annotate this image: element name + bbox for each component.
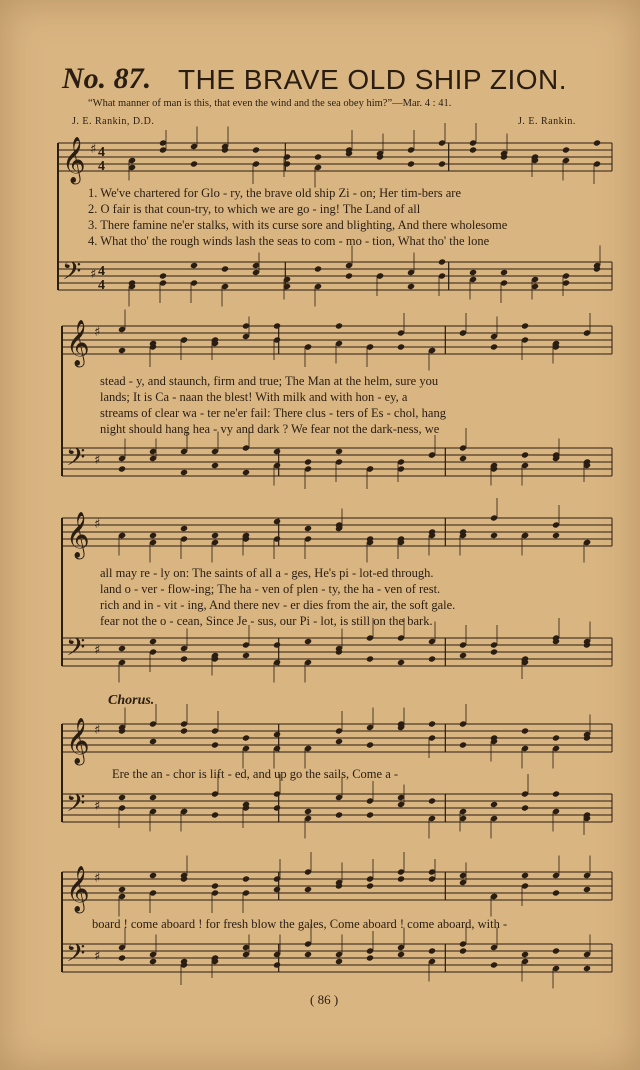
lyric-line: fear not the o - cean, Since Je - sus, our Pi - lot, is still on the bark. [100,614,433,628]
note-head [304,808,312,815]
lyric-line: night should hang hea - vy and dark ? We fear not the dark-ness, we [100,422,440,436]
note-head [335,811,343,818]
note-head [242,734,250,741]
note-head [459,741,467,748]
note-head [593,139,601,146]
note-head [159,272,167,279]
note-head [366,882,374,889]
treble-clef: 𝄞 [66,718,90,764]
note-head [366,741,374,748]
note-head [562,146,570,153]
lyric-line: 2. O fair is that coun-try, to which we are go - ing! The Land of all [88,202,421,216]
chorus-lyric-line: board ! come aboard ! for fresh blow the gales, Come aboard ! come aboard, with - [92,917,508,931]
note-head [345,272,353,279]
note-head [521,804,529,811]
bass-clef: 𝄢 [66,633,86,668]
note-head [149,958,157,965]
note-head [366,655,374,662]
note-head [407,160,415,167]
note-head [428,720,436,727]
note-head [552,889,560,896]
note-head [552,734,560,741]
note-head [252,146,260,153]
lyric-line: 1. We've chartered for Glo - ry, the brave old ship Zi - on; Her tim-bers are [88,186,461,200]
note-head [118,465,126,472]
note-head [304,951,312,958]
page-number: ( 86 ) [310,992,339,1007]
time-signature: 4 [98,278,105,293]
note-head [118,645,126,652]
note-head [438,160,446,167]
note-head [304,525,312,532]
note-head [304,638,312,645]
key-sharp: ♯ [90,267,97,282]
note-head [221,265,229,272]
note-head [469,269,477,276]
note-head [273,731,281,738]
note-head [397,343,405,350]
note-head [335,738,343,745]
note-head [521,951,529,958]
note-head [273,804,281,811]
key-sharp: ♯ [94,517,101,532]
note-head [397,951,405,958]
hymn-title: THE BRAVE OLD SHIP ZION. [178,64,568,95]
chorus-lyric-line: Ere the an - chor is lift - ed, and up go the sails, Come a - [112,767,399,781]
key-sharp: ♯ [94,723,101,738]
note-head [242,469,250,476]
note-head [149,532,157,539]
lyric-line: all may re - ly on: The saints of all a - ges, He's pi - lot-ed through. [100,566,434,580]
lyric-line: streams of clear wa - ter ne'er fail: There clus - ters of Es - chol, hang [100,406,446,420]
key-sharp: ♯ [94,799,101,814]
treble-clef: 𝄞 [62,137,86,183]
note-head [273,448,281,455]
note-head [273,961,281,968]
note-head [180,469,188,476]
note-head [211,882,219,889]
lyric-line: rich and in - vit - ing, And there nev - er dies from the air, the soft gale. [100,598,456,612]
note-head [149,872,157,879]
time-signature: 4 [98,145,105,160]
treble-clef: 𝄞 [66,512,90,558]
note-head [273,322,281,329]
note-head [490,801,498,808]
note-head [242,875,250,882]
note-head [273,886,281,893]
note-head [180,655,188,662]
note-head [211,462,219,469]
note-head [211,532,219,539]
note-head [180,727,188,734]
note-head [552,790,560,797]
note-head [459,947,467,954]
bass-clef: 𝄢 [66,443,86,478]
bass-clef: 𝄢 [66,939,86,974]
note-head [428,947,436,954]
note-head [149,738,157,745]
note-head [149,794,157,801]
treble-clef: 𝄞 [66,866,90,912]
note-head [211,741,219,748]
chorus-label: Chorus. [108,693,155,708]
note-head [190,262,198,269]
lyric-line: lands; It is Ca - naan the blest! With milk and with hon - ey, a [100,390,408,404]
note-head [149,638,157,645]
note-head [428,655,436,662]
note-head [459,455,467,462]
note-head [583,886,591,893]
note-head [366,954,374,961]
key-sharp: ♯ [94,871,101,886]
time-signature: 4 [98,159,105,174]
note-head [428,797,436,804]
bass-clef: 𝄢 [62,257,82,292]
note-head [552,947,560,954]
bass-clef: 𝄢 [66,789,86,824]
note-head [490,961,498,968]
note-head [304,458,312,465]
note-head [118,794,126,801]
note-head [583,965,591,972]
key-sharp: ♯ [94,325,101,340]
lyric-line: land o - ver - flow-ing; The ha - ven of plen - ty, the ha - ven of rest. [100,582,441,596]
key-sharp: ♯ [90,142,97,157]
note-head [118,886,126,893]
note-head [552,532,560,539]
note-head [490,648,498,655]
treble-clef: 𝄞 [66,320,90,366]
note-head [314,153,322,160]
note-head [397,659,405,666]
note-head [490,532,498,539]
note-head [521,322,529,329]
words-credit: J. E. Rankin, D.D. [72,116,155,127]
note-head [521,451,529,458]
note-head [190,160,198,167]
note-head [469,146,477,153]
note-head [500,269,508,276]
lyric-line: 3. There famine ne'er stalks, with its curse sore and blighting, And there wholesome [88,218,508,232]
lyric-line: 4. What tho' the rough winds lash the seas to com - mo - tion, What tho' the lone [88,234,490,248]
note-head [366,811,374,818]
note-head [118,347,126,354]
note-head [273,518,281,525]
note-head [521,872,529,879]
note-head [459,652,467,659]
time-signature: 4 [98,264,105,279]
music-credit: J. E. Rankin. [518,116,576,127]
note-head [180,525,188,532]
note-head [242,652,250,659]
key-sharp: ♯ [94,453,101,468]
lyric-line: stead - y, and staunch, firm and true; The Man at the helm, sure you [100,374,439,388]
note-head [438,258,446,265]
hymn-number: No. 87. [62,62,152,95]
note-head [118,954,126,961]
key-sharp: ♯ [94,949,101,964]
note-head [314,265,322,272]
note-head [304,886,312,893]
note-head [335,958,343,965]
scripture-epigraph: “What manner of man is this, that even the wind and the sea obey him?”—Mar. 4 : 41. [88,98,452,109]
note-head [521,727,529,734]
note-head [407,283,415,290]
key-sharp: ♯ [94,643,101,658]
note-head [211,811,219,818]
note-head [273,641,281,648]
note-head [335,322,343,329]
note-head [490,343,498,350]
note-head [335,448,343,455]
note-head [397,875,405,882]
